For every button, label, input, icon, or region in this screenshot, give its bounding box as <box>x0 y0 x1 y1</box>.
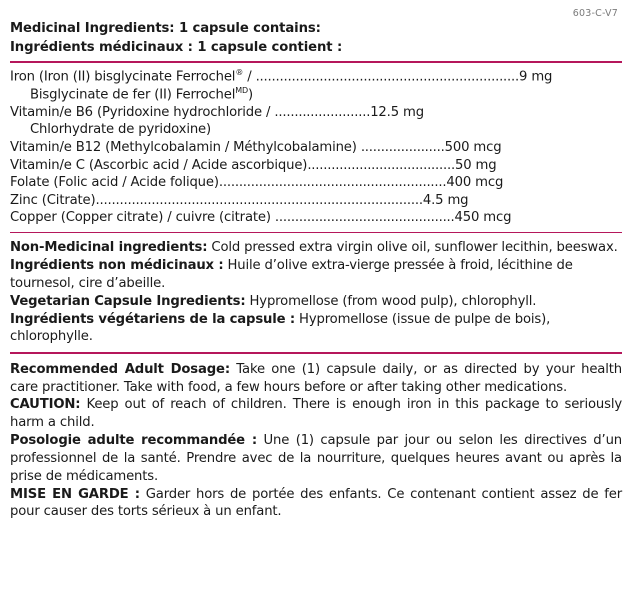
dosage-en <box>10 361 622 397</box>
capsule-fr-label: Ingrédients végétariens de la capsule : <box>10 311 296 327</box>
capsule-fr <box>10 311 622 347</box>
non-medicinal-fr <box>10 257 622 293</box>
ingredient-name: Iron (Iron (II) bisglycinate Ferrochel <box>10 69 236 85</box>
leader-dots: ..................................... <box>307 157 456 173</box>
ingredient-amount: 12.5 mg <box>370 104 424 120</box>
non-medicinal-en-text: Cold pressed extra virgin olive oil, sunflower lecithin, beeswax. <box>207 240 618 256</box>
product-code: 603-C-V7 <box>572 8 618 19</box>
ingredient-row <box>10 139 622 157</box>
registered-mark: ® <box>235 68 244 78</box>
caution-en-label: CAUTION: <box>10 397 81 413</box>
ingredient-row <box>10 104 622 139</box>
non-medicinal-fr-label: Ingrédients non médicinaux : <box>10 258 224 274</box>
ingredient-name: Vitamin/e C (Ascorbic acid / Acide ascorbique) <box>10 157 308 173</box>
dosage-en-label: Recommended Adult Dosage: <box>10 361 230 377</box>
ingredient-name: Zinc (Citrate) <box>10 192 96 208</box>
non-medicinal-fr-text: Huile d’olive extra-vierge pressée à froid, lécithine de tournesol, cire d’abeille. <box>10 258 573 291</box>
warning-fr-text: Garder hors de portée des enfants. Ce contenant contient assez de fer pour causer des torts sérieux à un enfant. <box>10 486 622 520</box>
leader-dots: ......................................................... <box>218 175 447 191</box>
ingredient-row <box>10 192 622 210</box>
ingredient-amount: 400 mcg <box>446 175 504 191</box>
ingredient-name: Vitamin/e B12 (Methylcobalamin / Méthylcobalamine) <box>10 140 361 156</box>
ingredient-continuation-tail: ) <box>247 87 253 103</box>
ingredient-row <box>10 68 622 104</box>
ingredient-amount: 9 mg <box>519 69 553 85</box>
dosage-fr-label: Posologie adulte recommandée : <box>10 433 257 449</box>
capsule-en <box>10 293 622 311</box>
leader-dots: .................................................................................. <box>95 192 423 208</box>
ingredient-continuation: Chlorhydrate de pyridoxine) <box>30 122 212 138</box>
medicinal-heading-block <box>10 0 622 61</box>
ingredient-row <box>10 174 622 192</box>
ingredient-name: Copper (Copper citrate) / cuivre (citrate) <box>10 210 275 226</box>
ingredient-name: Folate (Folic acid / Acide folique) <box>10 175 219 191</box>
leader-dots: ........................ <box>274 104 371 120</box>
leader-dots: ............................................. <box>274 210 455 226</box>
capsule-fr-text: Hypromellose (issue de pulpe de bois), chlorophylle. <box>10 311 551 345</box>
non-medicinal-en <box>10 239 622 257</box>
capsule-en-text: Hypromellose (from wood pulp), chlorophyll. <box>245 293 537 309</box>
dosage-en-text: Take one (1) capsule daily, or as directed by your health care practitioner. Take with food, a few hours before or after taking other medications. <box>10 361 622 395</box>
medicinal-heading-en: Medicinal Ingredients: 1 capsule contains: <box>10 21 321 36</box>
non-medicinal-en-label: Non-Medicinal ingredients: <box>10 240 208 256</box>
caution-en <box>10 396 622 432</box>
ingredient-amount: 500 mcg <box>444 140 502 156</box>
ingredient-row <box>10 209 622 227</box>
capsule-en-label: Vegetarian Capsule Ingredients: <box>10 293 246 309</box>
warning-fr <box>10 486 622 522</box>
ingredient-amount: 50 mg <box>455 157 497 173</box>
ingredient-name-tail: / <box>243 69 256 85</box>
ingredient-list <box>10 63 622 232</box>
trademark-mark: MD <box>235 86 248 95</box>
ingredient-continuation <box>10 86 622 104</box>
caution-en-text: Keep out of reach of children. There is enough iron in this package to seriously harm a child. <box>10 397 622 431</box>
leader-dots: .................................................................. <box>255 69 520 85</box>
warning-fr-label: MISE EN GARDE : <box>10 486 140 502</box>
ingredient-amount: 450 mcg <box>454 210 512 226</box>
leader-dots: ..................... <box>360 140 445 156</box>
ingredient-continuation-text: Bisglycinate de fer (II) Ferrochel <box>30 87 236 103</box>
ingredient-row <box>10 157 622 175</box>
non-medicinal-block <box>10 233 622 352</box>
dosage-fr <box>10 432 622 485</box>
medicinal-heading-fr: Ingrédients médicinaux : 1 capsule contient : <box>10 39 343 55</box>
ingredient-name: Vitamin/e B6 (Pyridoxine hydrochloride / <box>10 104 275 120</box>
dosage-fr-text: Une (1) capsule par jour ou selon les directives d’un professionnel de la santé. Prendre avec de la nourriture, quelques heures avant ou après la prise de médicaments. <box>10 433 622 484</box>
ingredient-amount: 4.5 mg <box>422 192 469 208</box>
dosage-block <box>10 354 622 525</box>
